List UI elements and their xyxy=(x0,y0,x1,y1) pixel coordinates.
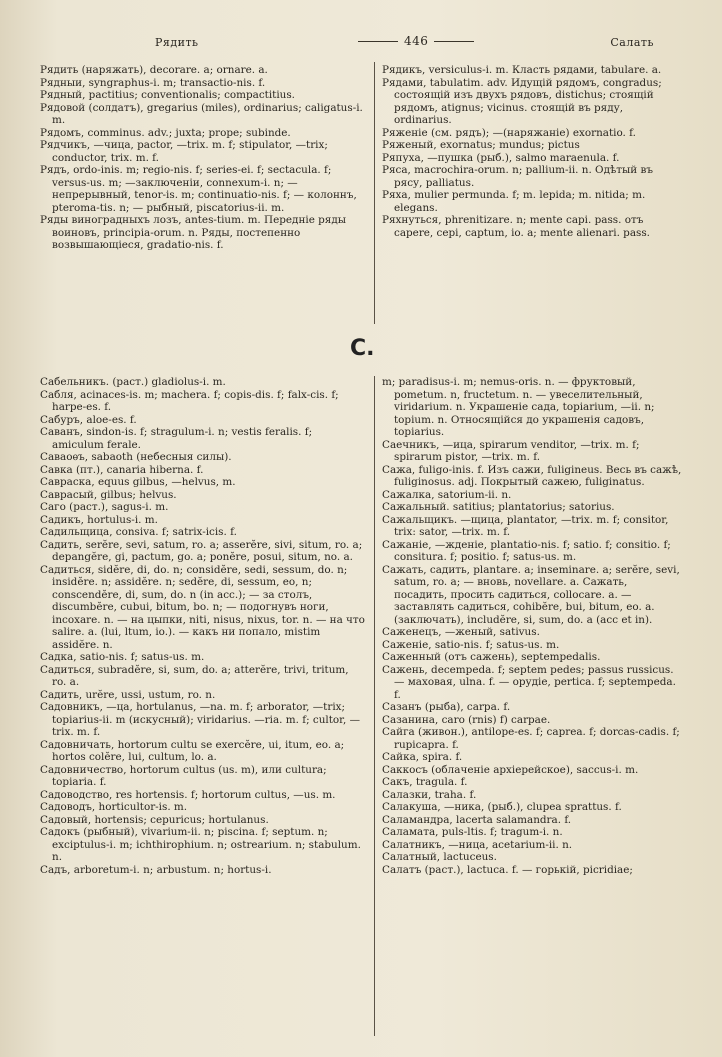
dictionary-entry: Садовничество, hortorum cultus (us. m), или cultura; topiaria. f. xyxy=(40,763,327,788)
dictionary-entry: Сажальщикъ. —щица, plantator, —trix. m. f; consitor, trix: sator, —trix. m. f. xyxy=(382,513,669,538)
dictionary-entry: Сайка, spira. f. xyxy=(382,751,463,763)
dictionary-entry: Салатникъ, —ница, acetarium-ii. n. xyxy=(382,838,573,851)
dictionary-entry: Рядчикъ, —чица, pactor, —trix. m. f; stipulator, —trix; conductor, trix. m. f. xyxy=(40,139,328,164)
dictionary-entry: Ряхнуться, phrenitizare. n; mente capi. pass. отъ capere, cepi, captum, io. a; mente alienari. pass. xyxy=(382,214,650,239)
section-letter: С. xyxy=(350,336,375,361)
dictionary-entry: Рядный, pactitius; conventionalis; compactitius. xyxy=(40,89,295,101)
dictionary-entry: Садиться, sidĕre, di, do. n; considĕre, sedi, sessum, do. n; insidĕre. n; assidĕre. n; sedĕre, di, sessum, eo, n; conscendĕre, di, sum, do. n (in acc.); — за столъ, discumbĕre, cubui, bitum, bo. n; — подогнувъ ноги, incoxare. n. — на цыпки, niti, nisus, nixus, tor. n. — на что salire. a. (lui, ltum, io.). — какъ ни попало, mistim assidĕre. n. xyxy=(40,563,365,651)
dictionary-entry: Сакъ, tragula. f. xyxy=(382,776,468,788)
dictionary-entry: Садоводъ, horticultor-is. m. xyxy=(40,801,188,813)
right-column xyxy=(382,376,682,876)
dictionary-entry: Рядъ, ordo-inis. m; regio-nis. f; series-ei. f; sectacula. f; versus-us. m; —заключенiи, connexum-i. n; — непрерывный, tenor-is. m; continuatio-nis. f; — колоннъ, pteroma-tis. n; — рыбный, piscatorius-ii. m. xyxy=(40,164,357,214)
dictionary-entry: Сазанъ (рыба), carpa. f. xyxy=(382,701,511,713)
dictionary-entry: Сажень, decempeda. f; septem pedes; passus russicus. — маховая, ulna. f. — орудіе, pertica. f; septempeda. f. xyxy=(382,663,676,701)
page-header xyxy=(40,36,682,56)
main-column-divider xyxy=(374,376,375,1036)
dictionary-entry: Садъ, arboretum-i. n; arbustum. n; hortus-i. xyxy=(40,863,272,876)
dictionary-entry: Садка, satio-nis. f; satus-us. m. xyxy=(40,651,205,663)
header-left-guideword: Рядить xyxy=(155,36,199,49)
dictionary-entry: Саваоѳъ, sabaoth (небесныя силы). xyxy=(40,451,232,463)
dictionary-entry: Ряса, macrochira-orum. n; pallium-ii. n. Одѣтый въ рясу, palliatus. xyxy=(382,164,653,189)
dictionary-entry: Савраска, equus gilbus, —helvus, m. xyxy=(40,476,236,488)
dictionary-entry: Сазанина, caro (rnis) f) carpae. xyxy=(382,713,551,726)
dictionary-entry: Саламандра, lacerta salamandra. f. xyxy=(382,813,572,826)
dictionary-entry: Савка (пт.), canaria hiberna. f. xyxy=(40,463,204,476)
dictionary-entry: Сажалка, satorium-ii. n. xyxy=(382,488,512,501)
dictionary-entry: Рядами, tabulatim. adv. Идущій рядомъ, congradus; состоящій изъ двухъ рядовъ, distichus; стоящій рядомъ, atignus; vicinus. стоящій въ ряду, ordinarius. xyxy=(382,76,662,126)
dictionary-entry: Рядить (наряжать), decorare. a; ornare. a. xyxy=(40,64,268,76)
dictionary-entry: Саго (раст.), sagus-i. m. xyxy=(40,501,169,513)
dictionary-entry: Саженіе, satio-nis. f; satus-us. m. xyxy=(382,638,560,651)
dictionary-entry: Сажальный. satitius; plantatorius; satorius. xyxy=(382,501,615,513)
header-right-guideword: Салать xyxy=(610,36,654,49)
dictionary-entry: Рядомъ, comminus. adv.; juxta; prope; subinde. xyxy=(40,126,291,139)
dictionary-entry: Сажаніе, —жденіе, plantatio-nis. f; satio. f; consitio. f; consitura. f; positio. f; satus-us. m. xyxy=(382,538,671,563)
dictionary-entry: Ряха, mulier permunda. f; m. lepida; m. nitida; m. elegans. xyxy=(382,189,646,214)
dictionary-entry: Саврасый, gilbus; helvus. xyxy=(40,488,177,501)
dictionary-entry: Садокъ (рыбный), vivarium-ii. n; piscina. f; septum. n; exciptulus-i. m; ichthirophium. n; ostrearium. n; stabulum. n. xyxy=(40,826,361,863)
dictionary-entry: Салатъ (раст.), lactuca. f. — горькій, picridiae; xyxy=(382,863,633,876)
dictionary-entry: Ряженіе (см. рядъ); —(наряжаніе) exornatio. f. xyxy=(382,126,636,139)
dictionary-entry: Саженный (отъ сажень), septempedalis. xyxy=(382,651,601,663)
dictionary-entry: Сайга (живон.), antilope-es. f; caprea. f; dorcas-cadis. f; rupicapra. f. xyxy=(382,726,680,751)
top-left-column xyxy=(40,64,366,252)
dictionary-entry: Садить, serĕre, sevi, satum, ro. a; asserĕre, sivi, situm, ro. a; depangĕre, gi, pactum, go. a; ponĕre, posui, situm, no. a. xyxy=(40,538,363,563)
dictionary-entry: Рядовой (солдатъ), gregarius (miles), ordinarius; caligatus-i. m. xyxy=(40,101,363,126)
dictionary-entry: Садовый, hortensis; cepuricus; hortulanus. xyxy=(40,813,269,826)
dictionary-entry: Саженецъ, —женый, sativus. xyxy=(382,626,540,638)
dictionary-entry: Сабуръ, aloe-es. f. xyxy=(40,413,137,426)
dictionary-entry: Салатный, lactuceus. xyxy=(382,851,497,863)
dictionary-entry: Садовникъ, —ца, hortulanus, —na. m. f; arborator, —trix; topiarius-ii. m (искусный); viridarius. —ria. m. f; cultor, —trix. m. f. xyxy=(40,701,360,738)
dictionary-entry: Саккосъ (облаченіе архіерейское), saccus-i. m. xyxy=(382,763,639,776)
dictionary-entry: Сажать, садить, plantare. a; inseminare. a; serĕre, sevi, satum, ro. a; — вновь, novellare. a. Сажать, посадить, просить садиться, collocare. a. — заставлять садиться, cohibĕre, bui, bitum, eo. a. (заключать), includĕre, si, sum, do. a (acc et in). xyxy=(382,563,680,626)
dictionary-entry: Саламата, puls-ltis. f; tragum-i. n. xyxy=(382,826,563,838)
dictionary-entry: Сабельникъ. (раст.) gladiolus-i. m. xyxy=(40,376,226,388)
dictionary-entry: Садовничать, hortorum cultu se exercĕre, ui, itum, eo. a; hortos colĕre, lui, cultum, lo. a. xyxy=(40,738,345,763)
dictionary-entry: Сабля, acinaces-is. m; machera. f; copis-dis. f; falx-cis. f; harpe-es. f. xyxy=(40,388,339,413)
dictionary-entry: Ряды виноградныхъ лозъ, antes-tium. m. Передніе ряды воиновъ, principia-orum. n. Ряды, постепенно возвышающіеся, gradatio-nis. f. xyxy=(40,214,347,251)
dictionary-entry: Ряженый, exornatus; mundus; pictus xyxy=(382,139,580,151)
dictionary-entry: Салазки, traha. f. xyxy=(382,788,477,801)
top-right-column xyxy=(382,64,682,239)
dictionary-entry: Садикъ, hortulus-i. m. xyxy=(40,513,158,526)
dictionary-entry: Салакуша, —ника, (рыб.), clupea sprattus. f. xyxy=(382,801,622,813)
dictionary-entry: Ряпуха, —пушка (рыб.), salmo maraenula. f. xyxy=(382,151,620,164)
dictionary-entry: m; paradisus-i. m; nemus-oris. n. — фруктовый, pometum. n, fructetum. n. — увеселительный, viridarium. n. Украшеніе сада, topiarium, —ii. n; topium. n. Относящійся до украшенія садовъ, topiarius. xyxy=(382,376,655,438)
dictionary-entry: Рядикъ, versiculus-i. m. Класть рядами, tabulare. a. xyxy=(382,64,662,76)
dictionary-entry: Сажа, fuligo-inis. f. Изъ сажи, fuligineus. Весь въ сажѣ, fuliginosus. adj. Покрытый сажею, fuliginatus. xyxy=(382,463,682,488)
dictionary-entry: Саечникъ, —ица, spirarum venditor, —trix. m. f; spirarum pistor, —trix. m. f. xyxy=(382,438,640,463)
dictionary-entry: Садить, urĕre, ussi, ustum, ro. n. xyxy=(40,688,216,701)
dictionary-entry: Садоводство, res hortensis. f; hortorum cultus, —us. m. xyxy=(40,788,336,801)
left-column xyxy=(40,376,366,876)
dictionary-entry: Саванъ, sindon-is. f; stragulum-i. n; vestis feralis. f; amiculum ferale. xyxy=(40,426,313,451)
top-column-divider xyxy=(374,62,375,324)
dictionary-entry: Рядныи, syngraphus-i. m; transactio-nis. f. xyxy=(40,76,266,89)
dictionary-entry: Садильщица, consiva. f; satrix-icis. f. xyxy=(40,526,237,538)
page-number: 446 xyxy=(352,34,480,48)
dictionary-entry: Садиться, subradĕre, si, sum, do. a; atterĕre, trivi, tritum, ro. a. xyxy=(40,663,349,688)
